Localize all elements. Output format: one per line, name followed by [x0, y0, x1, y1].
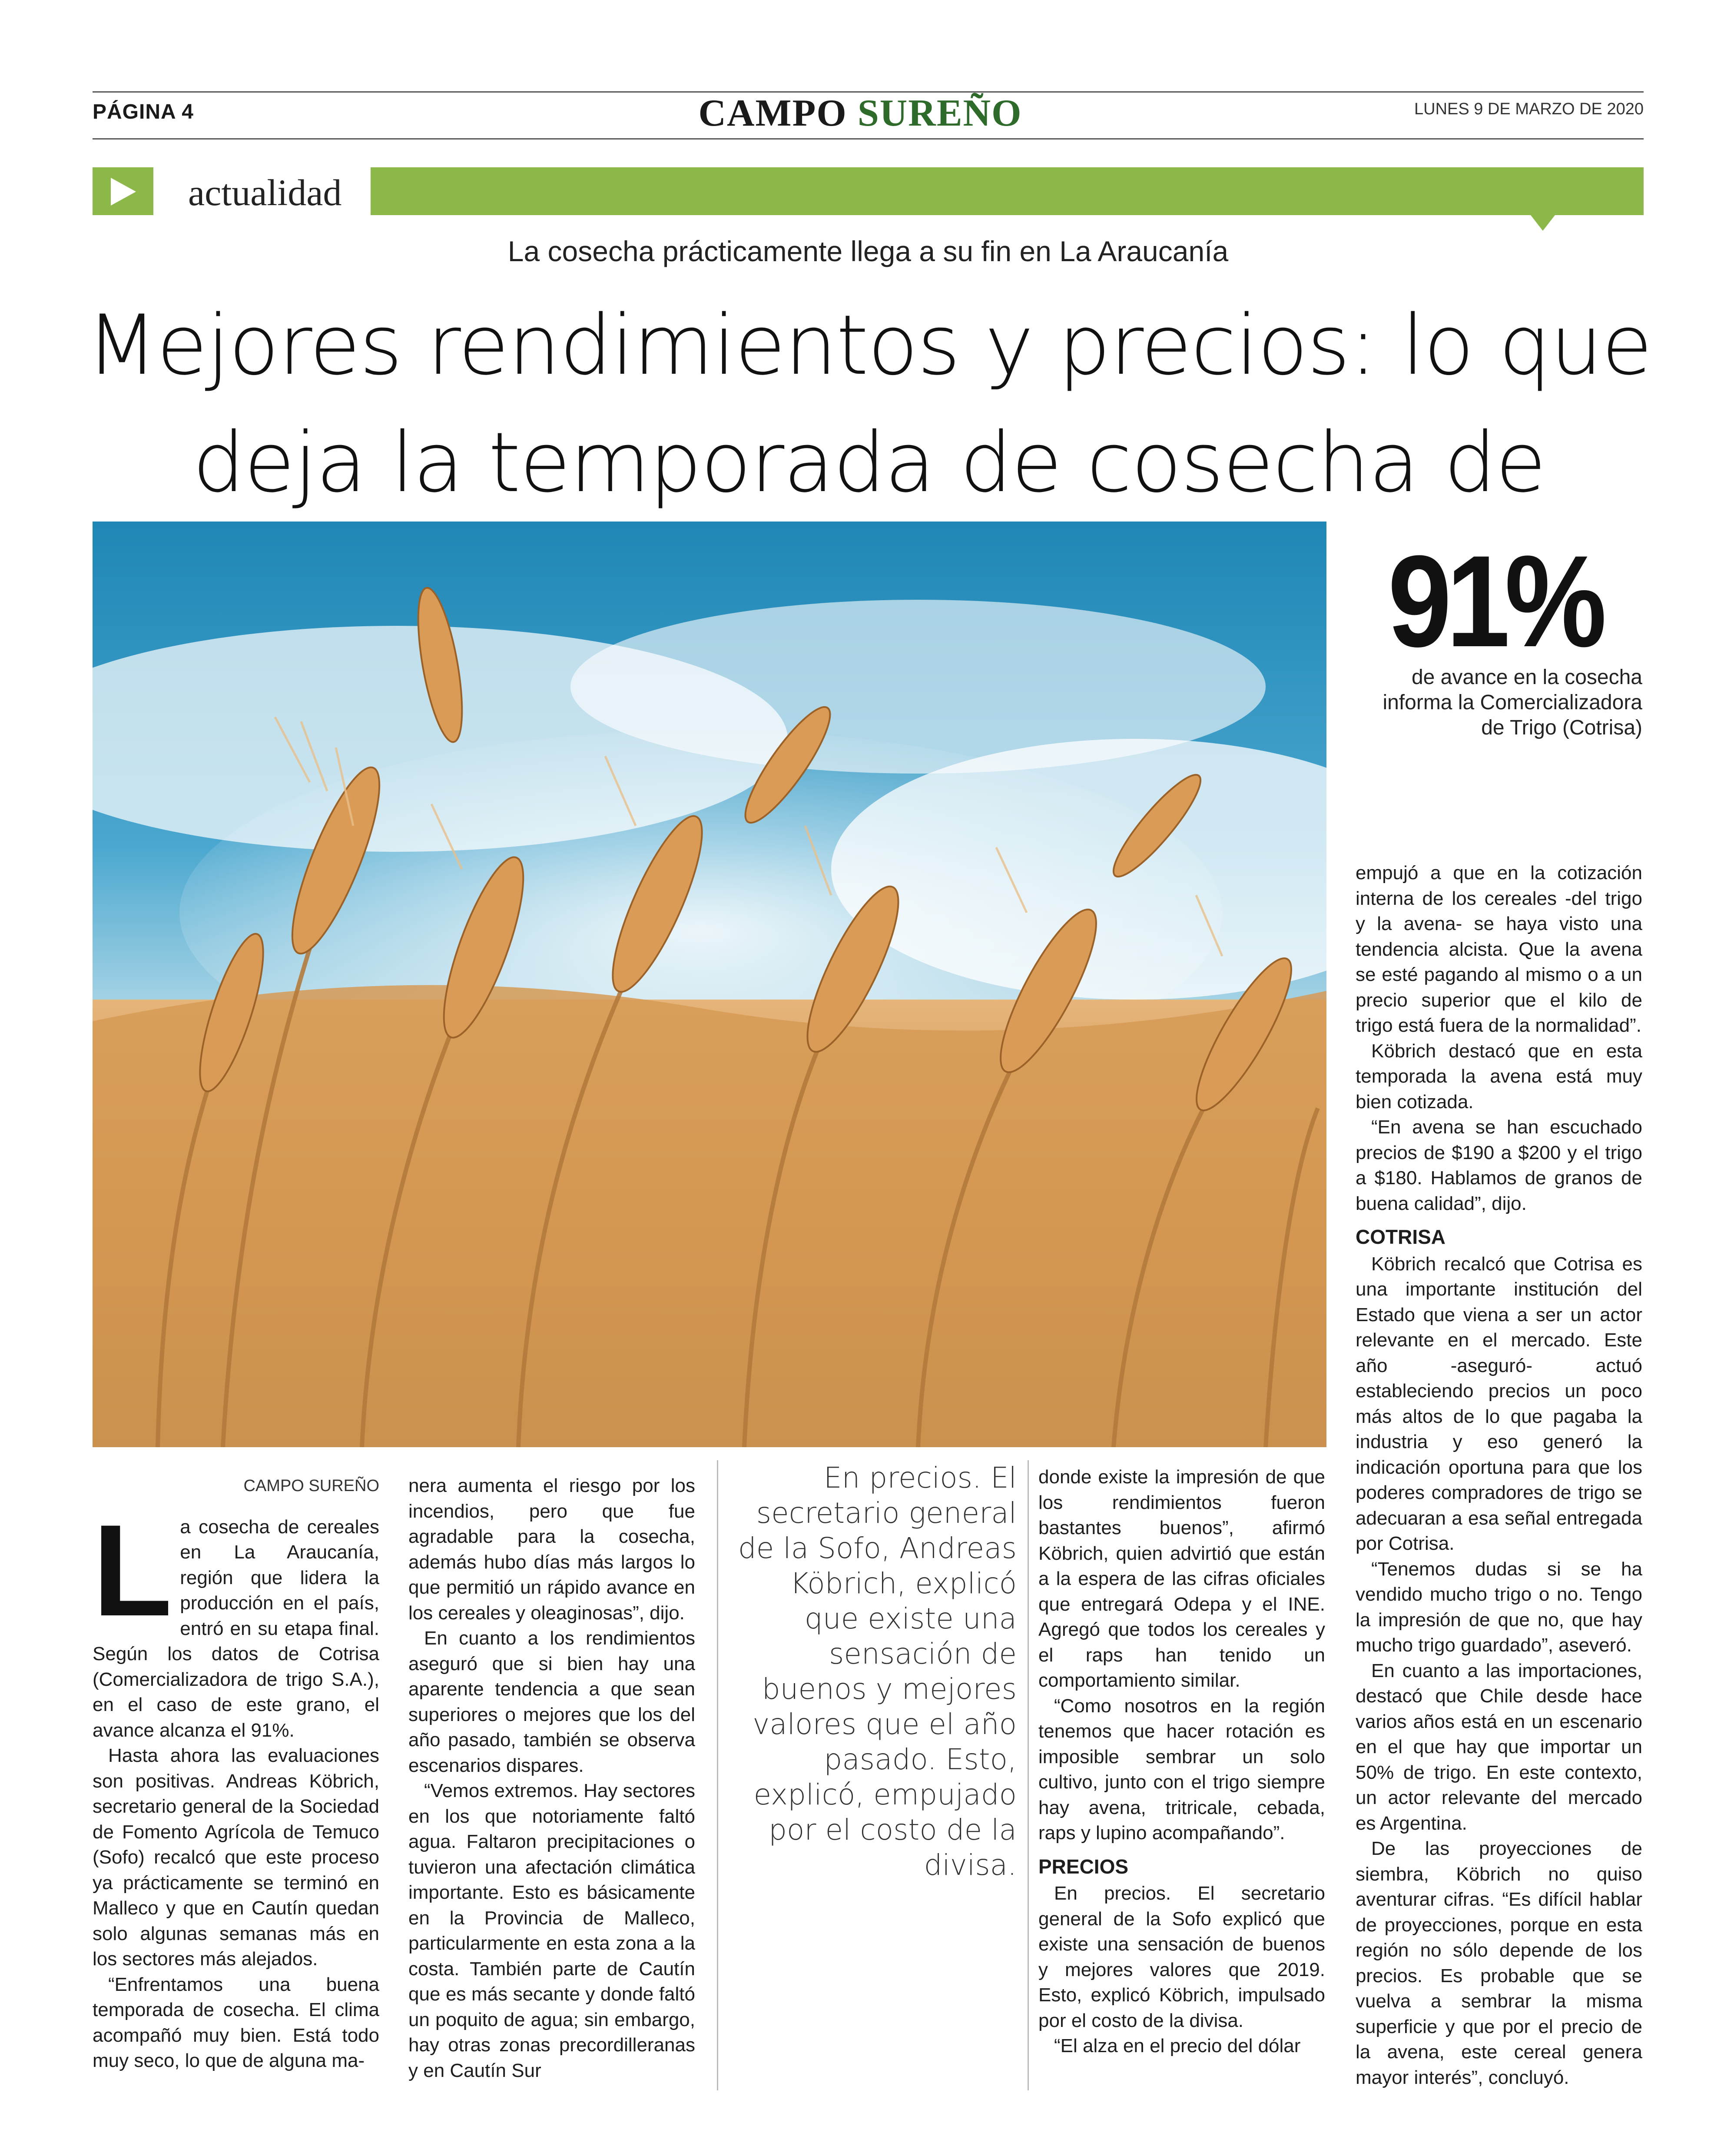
paragraph: a cosecha de cereales en La Araucanía, región que lidera la producción en el país, entró en su etapa final. Según los datos de Cotrisa (Comercializadora de trigo S.A.), en el caso de este grano, el avance alcanza el 91%. [93, 1516, 379, 1741]
paragraph: empujó a que en la cotización interna de los cereales -del trigo y la avena- se haya visto una tendencia alcista. Que la avena se esté pagando al mismo o a un precio superior que el kilo de trigo está fuera de la normalidad”. [1356, 862, 1642, 1036]
paragraph: nera aumenta el riesgo por los incendios, pero que fue agradable para la cosecha, además hubo días más largos lo que permitió un rápido avance en los cereales y oleaginosas”, dijo. [408, 1475, 695, 1624]
stat-caption: de avance en la cosecha informa la Comercializadora de Trigo (Cotrisa) [1383, 666, 1642, 739]
issue-date: LUNES 9 DE MARZO DE 2020 [1414, 100, 1644, 118]
paragraph: donde existe la impresión de que los rendimientos fueron bastantes buenos”, afirmó Köbrich, quien advirtió que están a la espera de las cifras oficiales que entregará Odepa y el INE. Agregó que todos los cereales y el raps han tenido un comportamiento similar. [1038, 1466, 1325, 1691]
header-bottom-rule [93, 138, 1644, 140]
page-number: PÁGINA 4 [93, 100, 194, 123]
paragraph: Köbrich recalcó que Cotrisa es una importante institución del Estado que viena a ser un actor relevante en el mercado. Este año -aseguró- actuó estableciendo precios un poco más altos de lo que pagaba la industria y eso generó la indicación oportuna para que los poderes compradores de trigo se adecuaran a esa señal entregada por Cotrisa. [1356, 1253, 1642, 1554]
wheat-field-photo [93, 522, 1326, 1447]
drop-cap: L [93, 1497, 172, 1643]
paragraph: “En avena se han escuchado precios de $190 a $200 y el trigo a $180. Hablamos de granos de buena calidad”, dijo. [1356, 1116, 1642, 1214]
section-label: actualidad [188, 172, 342, 213]
masthead [678, 91, 1043, 135]
paragraph: “Tenemos dudas si se ha vendido mucho trigo o no. Tengo la impresión de que no, que hay mucho trigo guardado”, aseveró. [1356, 1558, 1642, 1656]
subhead-precios: PRECIOS [1038, 1855, 1129, 1878]
play-arrow-icon [93, 167, 153, 215]
subhead-cotrisa: COTRISA [1356, 1226, 1446, 1248]
column-divider [1028, 1460, 1029, 2090]
pull-quote: En precios. El secretario general de la Sofo, Andreas Köbrich, explicó que existe una sensación de buenos y mejores valores que el año pasado. Esto, explicó, empujado por el costo de la divisa. [738, 1461, 1017, 1882]
article-column-1 [93, 1473, 379, 2074]
section-bar [93, 167, 1644, 215]
paragraph: “El alza en el precio del dólar [1054, 2035, 1301, 2056]
byline: CAMPO SUREÑO [243, 1477, 379, 1495]
section-green-band [371, 167, 1644, 215]
headline-line-2: deja la temporada de cosecha de [192, 415, 1545, 511]
paragraph: “Enfrentamos una buena temporada de cosecha. El clima acompañó muy bien. Está todo muy seco, lo que de alguna ma- [93, 1973, 379, 2071]
paragraph: En cuanto a los rendimientos aseguró que si bien hay una aparente tendencia a que sean superiores o mejores que los del año pasado, también se observa escenarios dispares. [408, 1628, 695, 1776]
headline-line-1: Mejores rendimientos y precios: lo que [86, 297, 1652, 393]
kicker: La cosecha prácticamente llega a su fin en La Araucanía [507, 235, 1229, 267]
paragraph: Köbrich destacó que en esta temporada la avena está muy bien cotizada. [1356, 1040, 1642, 1113]
article-column-4 [1038, 1465, 1325, 2059]
masthead-campo: CAMPO [698, 92, 847, 134]
paragraph: “Vemos extremos. Hay sectores en los que notoriamente faltó agua. Faltaron precipitaciones o tuvieron una afectación climática importante. Esto es básicamente en la Provincia de Malleco, particularmente en esta zona a la costa. También parte de Cautín que es más secante y donde faltó un poquito de agua; sin embargo, hay otras zonas precordilleranas y en Cautín Sur [408, 1780, 695, 2081]
section-notch [1531, 215, 1555, 231]
article-column-5 [1356, 860, 1642, 2090]
stat-value: 91% [1388, 528, 1601, 674]
column-divider [717, 1460, 718, 2090]
paragraph: Hasta ahora las evaluaciones son positivas. Andreas Köbrich, secretario general de la Sociedad de Fomento Agrícola de Temuco (Sofo) recalcó que este proceso ya prácticamente se terminó en Malleco y que en Cautín quedan solo algunas semanas más en los sectores más alejados. [93, 1745, 379, 1970]
masthead-sureno: SUREÑO [857, 92, 1022, 134]
paragraph: En precios. El secretario general de la Sofo explicó que existe una sensación de buenos y mejores valores que 2019. Esto, explicó Köbrich, impulsado por el costo de la divisa. [1038, 1883, 1325, 2031]
paragraph: De las proyecciones de siembra, Köbrich no quiso aventurar cifras. “Es difícil hablar de proyecciones, porque en esta región no sólo depende de los precios. Es probable que se vuelva a sembrar la misma superficie y que por el precio de la avena, este cereal genera mayor interés”, concluyó. [1356, 1838, 1642, 2088]
paragraph: “Como nosotros en la región tenemos que hacer rotación es imposible sembrar un solo cultivo, junto con el trigo siempre hay avena, tritricale, cebada, raps y lupino acompañando”. [1038, 1695, 1325, 1844]
paragraph: En cuanto a las importaciones, destacó que Chile desde hace varios años está en un escenario en el que hay que importar un 50% de trigo. En este contexto, un actor relevante del mercado es Argentina. [1356, 1660, 1642, 1834]
article-column-2 [408, 1473, 695, 2083]
